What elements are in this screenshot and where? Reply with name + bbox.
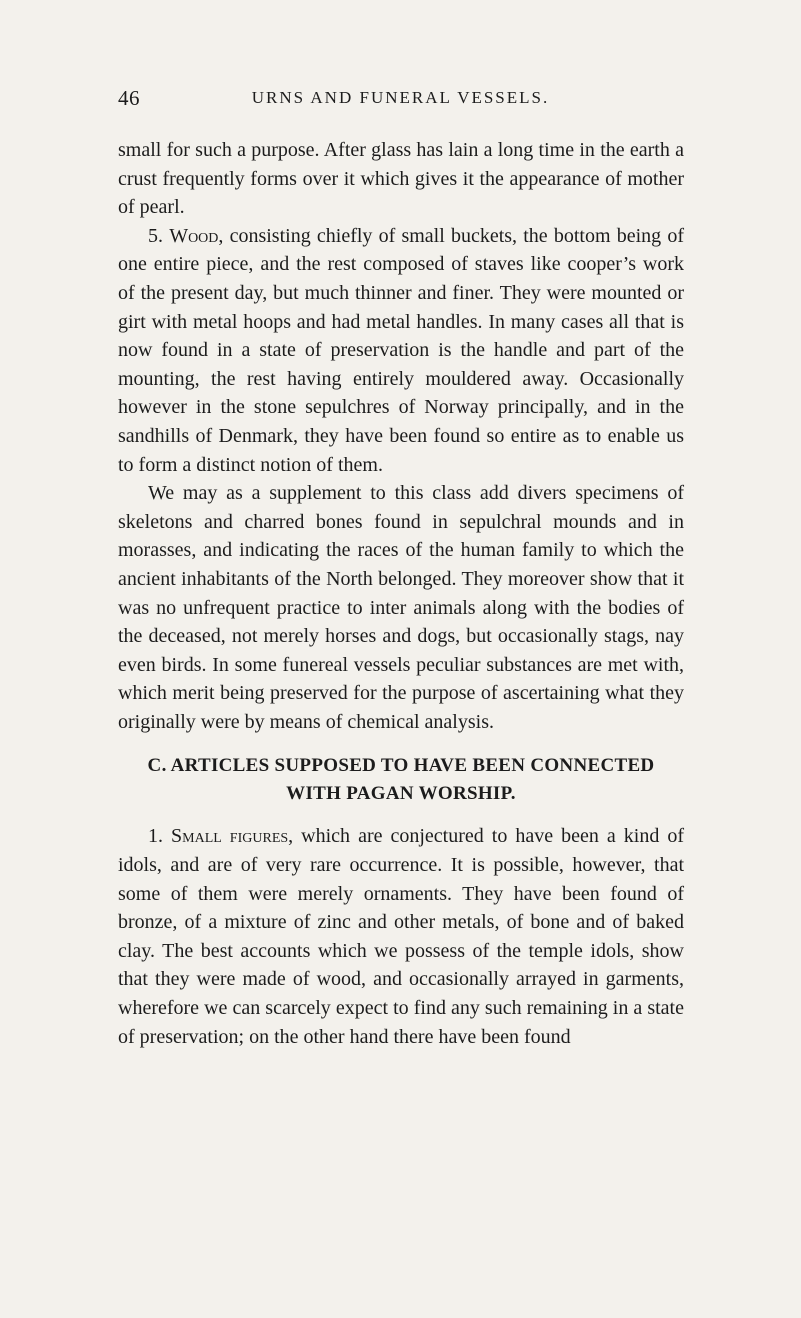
running-header xyxy=(118,86,683,116)
section-heading-line: C. ARTICLES SUPPOSED TO HAVE BEEN CONNECTED xyxy=(147,755,655,777)
item-term: Wood xyxy=(169,224,219,247)
item-number: 1. xyxy=(148,825,163,848)
paragraph-small-figures xyxy=(118,822,684,1051)
paragraph-text: , which are conjectured to have been a kind of idols, and are of very rare occurrence. It is possible, however, that some of them were merely ornaments. They have been found of bronze, of a mixture of zinc and other metals, of bone and of baked clay. The best accounts which we possess of the temple idols, show that they were made of wood, and occasionally arrayed in garments, wherefore we can scarcely expect to find any such remaining in a state of preservation; on the other hand there have been found xyxy=(118,825,685,1048)
paragraph-continuation xyxy=(118,136,684,222)
item-term: Small figures xyxy=(171,825,289,848)
item-number: 5. xyxy=(148,224,163,247)
running-title: URNS AND FUNERAL VESSELS. xyxy=(251,88,550,107)
paragraph-supplement xyxy=(118,479,684,736)
paragraph-text: We may as a supplement to this class add divers specimens of skeletons and charred bones found in sepulchral mounds and in morasses, and indicating the races of the human family to which the ancient inhabitants of the North belonged. They moreover show that it was no unfrequent practice to inter animals along with the bodies of the deceased, not merely horses and dogs, but occasionally stags, nay even birds. In some funereal vessels peculiar substances are met with, which merit being preserved for the purpose of ascertaining what they originally were by means of chemical analysis. xyxy=(118,482,684,733)
page-number: 46 xyxy=(118,86,140,110)
paragraph-text: small for such a purpose. After glass has lain a long time in the earth a crust frequently forms over it which gives it the appearance of mother of pearl. xyxy=(118,139,684,219)
body-text xyxy=(118,136,684,1051)
paragraph-wood xyxy=(118,222,684,479)
paragraph-text: , consisting chiefly of small buckets, the bottom being of one entire piece, and the rest composed of staves like cooper’s work of the present day, but much thinner and finer. They were mounted or girt with metal hoops and had metal handles. In many cases all that is now found in a state of preservation is the handle and part of the mounting, the rest having entirely mouldered away. Occasionally however in the stone sepulchres of Norway principally, and in the sandhills of Denmark, they have been found so entire as to enable us to form a distinct notion of them. xyxy=(118,224,685,476)
section-heading-line: WITH PAGAN WORSHIP. xyxy=(286,783,516,805)
section-heading xyxy=(118,752,684,808)
